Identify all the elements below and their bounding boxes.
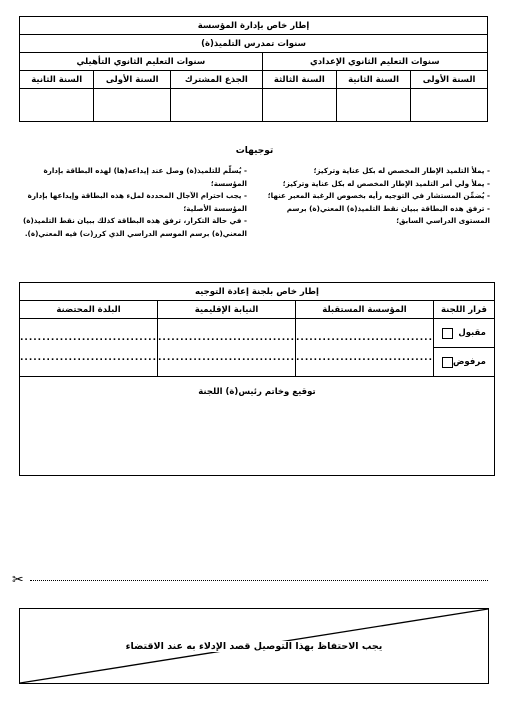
- dotted-line: ...............................: [296, 352, 433, 363]
- input-cell[interactable]: [262, 89, 336, 122]
- receiving-school-cell[interactable]: [296, 319, 434, 377]
- provincial-office-cell[interactable]: [158, 319, 296, 377]
- column-header: النيابة الإقليمية: [158, 301, 296, 319]
- middle-school-years: سنوات التعليم الثانوي الإعدادي: [262, 53, 487, 71]
- option-label: مقبول: [458, 328, 486, 338]
- directive-line: - يُضمِّن المستشار في التوجيه رأيه بخصوص الرغبة المعبر عنها؛: [267, 191, 490, 200]
- directive-line: المؤسسة الأصلية؛: [183, 203, 247, 213]
- option-accepted[interactable]: [434, 319, 495, 348]
- input-cell[interactable]: [411, 89, 488, 122]
- input-cell[interactable]: [20, 89, 94, 122]
- directive-line: - ترفق هذه البطاقة ببيان نقط التلميذ(ة) المعني(ة) برسم: [286, 203, 490, 213]
- qualifying-school-years: سنوات التعليم الثانوي التأهيلي: [20, 53, 263, 71]
- study-years-title: سنوات تمدرس التلميذ(ة): [20, 35, 488, 53]
- directive-line: - يجب احترام الآجال المحددة لملء هذه البطاقة وإيداعها بإدارة: [27, 191, 247, 200]
- signature-label: توقيع وخاتم رئيس(ة) اللجنة: [198, 387, 316, 397]
- admin-frame-title: إطار خاص بإدارة المؤسسة: [20, 17, 488, 35]
- column-header: قرار اللجنة: [434, 301, 495, 319]
- host-town-cell[interactable]: [20, 319, 158, 377]
- column-header: السنة الثانية: [336, 71, 410, 89]
- receipt-box: [19, 608, 489, 684]
- column-header: المؤسسة المستقبلة: [296, 301, 434, 319]
- dotted-line: ...............................: [158, 332, 295, 343]
- directives-title: توجيهات: [235, 146, 274, 156]
- dotted-line: ...............................: [20, 352, 157, 363]
- rejected-checkbox[interactable]: [442, 357, 453, 368]
- dotted-line: ...............................: [20, 332, 157, 343]
- directives-left-column: [17, 165, 247, 240]
- directive-line: المستوى الدراسي السابق؛: [396, 216, 490, 225]
- committee-frame-title: إطار خاص بلجنة إعادة التوجيه: [20, 283, 495, 301]
- receipt-text: يجب الاحتفاظ بهذا التوصيل قصد الإدلاء به عند الاقتضاء: [120, 641, 389, 652]
- column-header: السنة الأولى: [94, 71, 171, 89]
- directive-line: - يُسلّم للتلميذ(ة) وصل عند إيداعه(ها) لهذه البطاقة بإدارة المؤسسة؛: [43, 166, 247, 188]
- directives-right-column: [262, 165, 490, 228]
- column-header: السنة الثالثة: [262, 71, 336, 89]
- option-label: مرفوض: [453, 357, 486, 367]
- signature-area[interactable]: [20, 377, 495, 476]
- input-cell[interactable]: [94, 89, 171, 122]
- directive-line: - في حالة التكرار، ترفق هذه البطاقة كذلك ببيان نقط التلميذ(ة): [22, 216, 247, 225]
- directive-line: - يملأ التلميذ الإطار المخصص له بكل عناية وتركيز؛: [313, 166, 490, 175]
- input-cell[interactable]: [171, 89, 262, 122]
- option-rejected[interactable]: [434, 348, 495, 377]
- committee-table: [19, 282, 495, 476]
- dotted-line: ...............................: [158, 352, 295, 363]
- column-header: الجذع المشترك: [171, 71, 262, 89]
- input-cell[interactable]: [336, 89, 410, 122]
- scissors-icon: ✂: [12, 572, 24, 588]
- column-header: البلدة المحتضنة: [20, 301, 158, 319]
- column-header: السنة الثانية: [20, 71, 94, 89]
- column-header: السنة الأولى: [411, 71, 488, 89]
- cut-line: [30, 580, 488, 581]
- schooling-table: [19, 16, 488, 122]
- dotted-line: ...............................: [296, 332, 433, 343]
- directive-line: المعني(ة) برسم الموسم الدراسي الذي كرر(ت) فيه المعني(ة).: [24, 228, 247, 238]
- directive-line: - يملأ ولي أمر التلميذ الإطار المخصص له بكل عناية وتركيز؛: [282, 178, 490, 188]
- accepted-checkbox[interactable]: [442, 328, 453, 339]
